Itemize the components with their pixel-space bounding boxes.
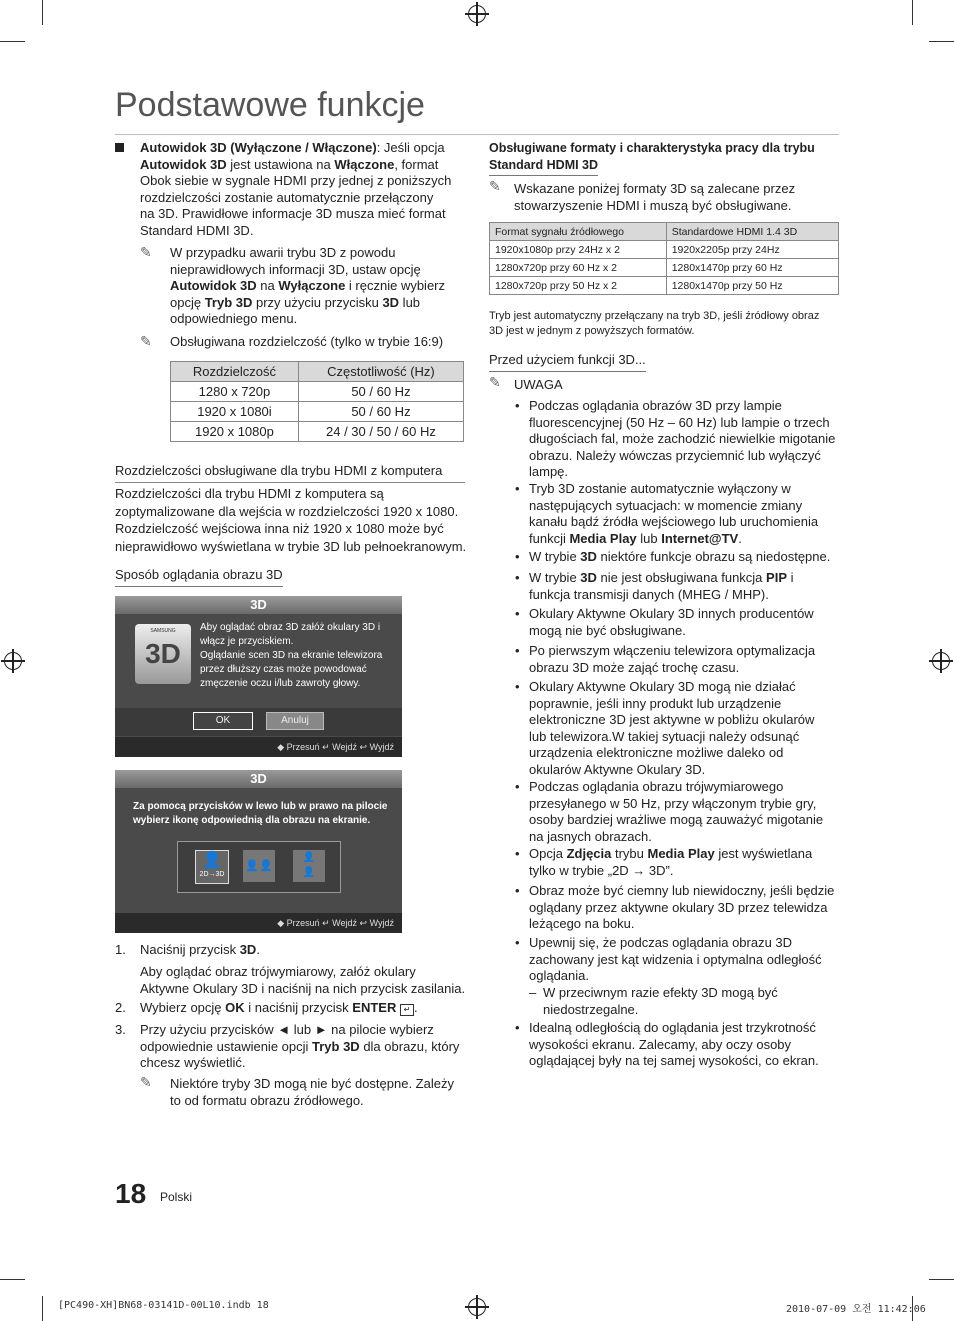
table-row: 1280x720p przy 50 Hz x 2 1280x1470p przy 50 Hz	[490, 277, 839, 295]
list-item: Podczas oglądania obrazu trójwymiarowego przesyłanego w 50 Hz, przy włączonym trybie gry, osoby bardziej wrażliwe mogą zauważyć migotanie na jasnych obrazach.	[529, 779, 824, 844]
crop-mark	[42, 1296, 43, 1321]
bullet-icon: •	[515, 846, 520, 861]
pencil-note-icon: ✎	[489, 178, 501, 194]
heading-rule	[115, 482, 465, 483]
note-resolution: Obsługiwana rozdzielczość (tylko w trybie 16:9)	[170, 334, 444, 349]
list-item: Podczas oglądania obrazów 3D przy lampie fluorescencyjnej (50 Hz – 60 Hz) lub lampie o trzech długościach fal, może zachodzić niewielkie migotanie obrazu. Należy wówczas przyciemnić lub wyłączyć lampę.	[529, 398, 836, 479]
formats-heading: Obsługiwane formaty i charakterystyka pracy dla trybu Standard HDMI 3D	[489, 140, 839, 176]
pc-paragraph: Rozdzielczości dla trybu HDMI z komputera są zoptymalizowane dla wejścia w rozdzielczości 1920 x 1080. Rozdzielczość wejściowa inna niż 1920 x 1080 może być nieprawidłowo wyświetlana w trybie 3D lub pełnoekranowym.	[115, 486, 467, 554]
osd-title: 3D	[115, 596, 402, 614]
step-1: Naciśnij przycisk 3D.	[140, 942, 260, 957]
auto-note: Tryb jest automatyczny przełączany na tryb 3D, jeśli źródłowy obraz 3D jest w jednym z powyższych formatów.	[489, 310, 820, 337]
registration-mark-icon	[468, 5, 486, 23]
osd-message: Aby oglądać obraz 3D załóż okulary 3D i włącz je przyciskiem. Oglądanie scen 3D na ekranie telewizora przez dłuższy czas może powodować zmęczenie oczu i/lub zawroty głowy.	[200, 622, 383, 689]
pencil-note-icon: ✎	[489, 374, 501, 390]
dash-icon: –	[529, 985, 537, 1000]
bullet-icon: •	[515, 549, 520, 564]
list-item: Tryb 3D zostanie automatycznie wyłączony w następujących sytuacjach: w momencie zmiany kanału bądź źródła wejściowego lub uruchomienia funkcji Media Play lub Internet@TV.	[529, 481, 819, 546]
bullet-icon: •	[515, 606, 520, 621]
step-2: Wybierz opcję OK i naciśnij przycisk ENTER ↵ .	[140, 1000, 418, 1015]
step-number: 1.	[115, 942, 126, 957]
language-label: Polski	[160, 1190, 193, 1204]
file-info: [PC490-XH]BN68-03141D-00L10.indb 18	[58, 1300, 269, 1311]
table-row: 1920 x 1080p 24 / 30 / 50 / 60 Hz	[171, 422, 464, 442]
list-item: Okulary Aktywne Okulary 3D innych producentów mogą nie być obsługiwane.	[529, 606, 814, 638]
osd-navigation-hint: ◆ Przesuń ↵ Wejdź ↩ Wyjdź	[115, 913, 402, 933]
registration-mark-icon	[468, 1298, 486, 1316]
osd-title: 3D	[115, 770, 402, 788]
bullet-icon: •	[515, 679, 520, 694]
crop-mark	[929, 41, 954, 42]
table-row: 1920x1080p przy 24Hz x 2 1920x2205p przy 24Hz	[490, 241, 839, 259]
enter-icon: ↵	[400, 1004, 414, 1016]
list-item: Opcja Zdjęcia trybu Media Play jest wyświetlana tylko w trybie „2D → 3D”.	[529, 846, 813, 878]
table-row: 1280 x 720p 50 / 60 Hz	[171, 382, 464, 402]
formats-note: Wskazane poniżej formaty 3D są zalecane przez stowarzyszenie HDMI i muszą być obsługiwane.	[514, 181, 796, 213]
formats-table	[489, 222, 839, 295]
osd-navigation-hint: ◆ Przesuń ↵ Wejdź ↩ Wyjdź	[115, 737, 402, 757]
samsung-3d-logo-icon: SAMSUNG 3D	[135, 624, 191, 684]
osd-button-bar	[115, 708, 402, 736]
list-item: Idealną odległością do oglądania jest trzykrotność wysokości ekranu. Zalecamy, aby oczy osoby oglądającej były na tej samej wysokości, co ekran.	[529, 1020, 819, 1068]
table-header: Częstotliwość (Hz)	[298, 362, 463, 382]
crop-mark	[912, 0, 913, 25]
bullet-icon: •	[515, 481, 520, 496]
registration-mark-icon	[4, 652, 22, 670]
osd-3d-warning-dialog	[115, 596, 402, 757]
crop-mark	[0, 1279, 25, 1280]
pc-heading: Rozdzielczości obsługiwane dla trybu HDMI z komputera	[115, 463, 442, 483]
step-3: Przy użyciu przycisków ◄ lub ► na pilocie wybierz odpowiednie ustawienie opcji Tryb 3D dla obrazu, który chcesz wyświetlić.	[140, 1022, 460, 1070]
step-number: 2.	[115, 1000, 126, 1015]
list-item: W trybie 3D nie jest obsługiwana funkcja PIP i funkcja transmisji danych (MHEG / MHP).	[529, 570, 794, 602]
list-item: Okulary Aktywne Okulary 3D mogą nie działać poprawnie, jeśli inny produkt lub urządzenie elektroniczne 3D jest aktywne w pobliżu okularów lub telewizora.W takiej sytuacji należy odsunąć urządzenia elektroniczne możliwe daleko od okularów Aktywne Okulary 3D.	[529, 679, 815, 777]
bullet-icon: •	[515, 643, 520, 658]
bullet-icon: •	[515, 1020, 520, 1035]
pencil-note-icon: ✎	[140, 244, 152, 260]
pencil-note-icon: ✎	[140, 333, 152, 349]
table-header: Standardowe HDMI 1.4 3D	[666, 223, 838, 241]
mode-side-by-side-icon[interactable]: 👤👤	[243, 850, 275, 882]
step-1-detail: Aby oglądać obraz trójwymiarowy, załóż okulary Aktywne Okulary 3D i naciśnij na nich przycisk zasilania.	[140, 964, 466, 996]
list-item: W trybie 3D niektóre funkcje obrazu są niedostępne.	[529, 549, 831, 564]
page-title: Podstawowe funkcje	[115, 86, 425, 124]
print-date: 2010-07-09 오전 11:42:06	[786, 1304, 926, 1315]
title-rule	[115, 134, 839, 135]
page-number: 18	[115, 1178, 147, 1209]
list-item: Upewnij się, że podczas oglądania obrazu 3D zachowany jest kąt widzenia i optymalna odległość oglądania.	[529, 935, 822, 983]
bullet-icon: •	[515, 935, 520, 950]
table-header: Format sygnału źródłowego	[490, 223, 667, 241]
ok-button[interactable]: OK	[193, 712, 253, 730]
crop-mark	[0, 41, 25, 42]
table-row: 1920 x 1080i 50 / 60 Hz	[171, 402, 464, 422]
bullet-icon: •	[515, 779, 520, 794]
osd-message: Za pomocą przycisków w lewo lub w prawo na pilocie wybierz ikonę odpowiednią dla obrazu na ekranie.	[133, 801, 388, 826]
note-modes: Niektóre tryby 3D mogą nie być dostępne. Zależy to od formatu obrazu źródłowego.	[170, 1076, 454, 1108]
crop-mark	[929, 1279, 954, 1280]
registration-mark-icon	[932, 652, 950, 670]
resolution-table	[170, 361, 464, 442]
mode-top-bottom-icon[interactable]: 👤 👤	[293, 850, 325, 882]
pencil-note-icon: ✎	[140, 1074, 152, 1090]
list-item: Obraz może być ciemny lub niewidoczny, jeśli będzie oglądany przez aktywne okulary 3D przez telewidza leżącego na boku.	[529, 883, 835, 931]
uwaga-label: UWAGA	[514, 377, 563, 392]
list-subitem: W przeciwnym razie efekty 3D mogą być niedostrzegalne.	[543, 985, 778, 1017]
table-row: 1280x720p przy 60 Hz x 2 1280x1470p przy 60 Hz	[490, 259, 839, 277]
cancel-button[interactable]: Anuluj	[266, 712, 324, 730]
bullet-icon: •	[515, 398, 520, 413]
autowidok-paragraph: Autowidok 3D (Wyłączone / Włączone): Jeśli opcja Autowidok 3D jest ustawiona na Włączone, format Obok siebie w sygnale HDMI przy jednej z poniższych rozdzielczości zostanie automatycznie przełączony na 3D. Prawidłowe informacje 3D musza mieć format Standard HDMI 3D.	[140, 140, 452, 238]
mode-2d-to-3d-icon[interactable]: 👤 2D→3D	[195, 850, 229, 884]
bullet-icon: •	[515, 570, 520, 585]
before-heading: Przed użyciem funkcji 3D...	[489, 352, 646, 372]
step-number: 3.	[115, 1022, 126, 1037]
view-heading: Sposób oglądania obrazu 3D	[115, 567, 283, 587]
square-bullet-icon	[115, 140, 127, 152]
osd-3d-mode-select	[115, 770, 402, 933]
note-autowidok: W przypadku awarii trybu 3D z powodu nieprawidłowych informacji 3D, ustaw opcję Autowidok 3D na Wyłączone i ręcznie wybierz opcję Tryb 3D przy użyciu przycisku 3D lub odpowiedniego menu.	[170, 245, 446, 326]
bullet-icon: •	[515, 883, 520, 898]
crop-mark	[42, 0, 43, 25]
table-header: Rozdzielczość	[171, 362, 299, 382]
list-item: Po pierwszym włączeniu telewizora optymalizacja obrazu 3D może zająć trochę czasu.	[529, 643, 816, 675]
